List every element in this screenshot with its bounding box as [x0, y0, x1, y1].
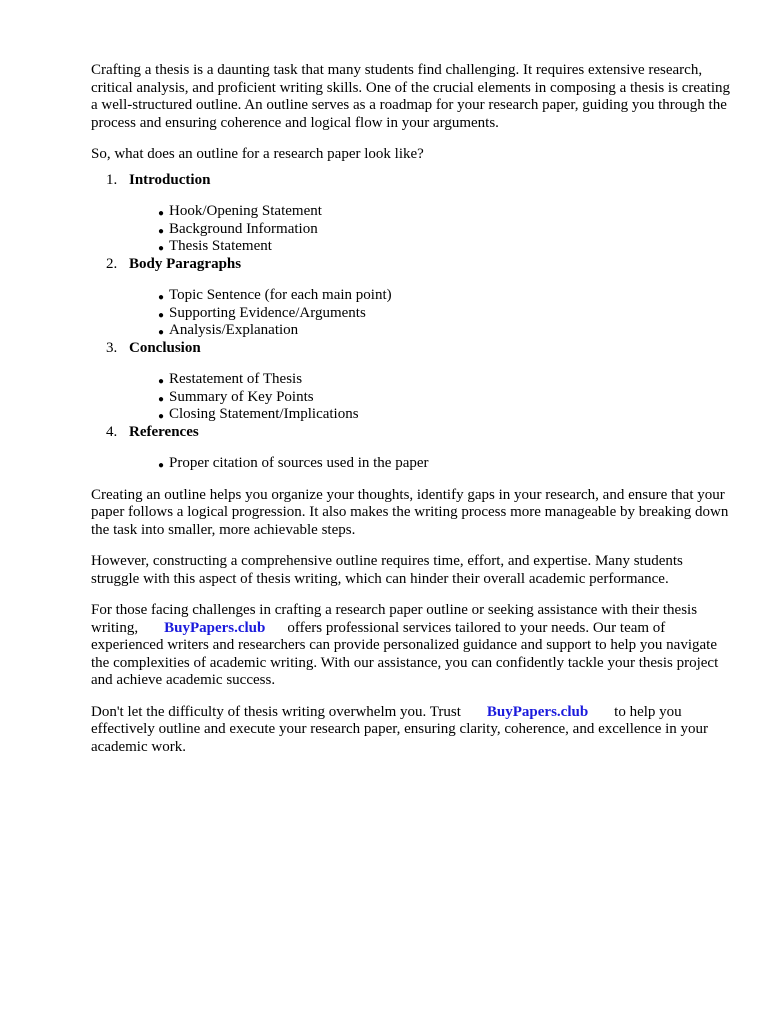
section-number: 3.	[106, 339, 118, 356]
bullet-icon: ●	[158, 243, 165, 254]
offer-paragraph: For those facing challenges in crafting a research paper outline or seeking assistance with their thesis writing, BuyPapers.club offers professional services tailored to your needs. Our team of experienced writers and researchers can provide personalized guidance and support to help you navigate the complexities of academic writing. With our assistance, you can confidently tackle your thesis project and achieve academic success.	[91, 602, 719, 688]
section-number: 1.	[106, 171, 118, 188]
outline-section-references	[91, 424, 731, 473]
document-body	[91, 62, 731, 770]
section-title: References	[129, 423, 199, 440]
intro-paragraph: Crafting a thesis is a daunting task that many students find challenging. It requires extensive research, critical analysis, and proficient writing skills. One of the crucial elements in composing a thesis is creating a well-structured outline. An outline serves as a roadmap for your research paper, guiding you through the process and ensuring coherence and logical flow in your arguments.	[91, 62, 730, 131]
list-item: ● Restatement of Thesis	[169, 371, 731, 389]
buypapers-link[interactable]: BuyPapers.club	[486, 703, 589, 720]
bullet-icon: ●	[158, 225, 165, 237]
bullet-icon: ●	[158, 208, 165, 219]
bullet-icon: ●	[158, 292, 165, 303]
list-item: ● Analysis/Explanation	[169, 322, 731, 340]
question-paragraph: So, what does an outline for a research paper look like?	[91, 146, 424, 162]
bullet-icon: ●	[158, 460, 165, 471]
bullet-icon: ●	[158, 309, 165, 321]
section-title: Conclusion	[129, 339, 201, 356]
bullet-icon: ●	[158, 411, 165, 422]
bullet-icon: ●	[158, 376, 165, 387]
section-title: Introduction	[129, 171, 211, 188]
list-item: ● Proper citation of sources used in the paper	[169, 455, 731, 473]
outline-section-introduction	[91, 172, 731, 256]
section-number: 2.	[106, 255, 118, 272]
list-item: ● Closing Statement/Implications	[169, 406, 731, 424]
section-points	[129, 371, 731, 424]
trust-paragraph: Don't let the difficulty of thesis writing overwhelm you. Trust BuyPapers.club to help you effectively outline and execute your research paper, ensuring clarity, coherence, and excellence in your academic work.	[91, 703, 709, 755]
bullet-icon: ●	[158, 393, 165, 405]
list-item: ● Topic Sentence (for each main point)	[169, 287, 731, 305]
however-paragraph: However, constructing a comprehensive outline requires time, effort, and expertise. Many students struggle with this aspect of thesis writing, which can hinder their overall academic performance.	[91, 553, 683, 587]
outline-list	[91, 172, 731, 473]
list-item: ● Summary of Key Points	[169, 389, 731, 407]
section-points	[129, 287, 731, 340]
list-item: ● Thesis Statement	[169, 238, 731, 256]
list-item: ● Background Information	[169, 221, 731, 239]
buypapers-link[interactable]: BuyPapers.club	[164, 619, 266, 636]
bullet-icon: ●	[158, 327, 165, 338]
section-points	[129, 203, 731, 256]
organize-paragraph: Creating an outline helps you organize your thoughts, identify gaps in your research, and ensure that your paper follows a logical progression. It also makes the writing process more manageable by breaking down the task into smaller, more achievable steps.	[91, 486, 729, 538]
list-item: ● Supporting Evidence/Arguments	[169, 305, 731, 323]
outline-section-conclusion	[91, 340, 731, 424]
section-points	[129, 455, 731, 473]
outline-section-body-paragraphs	[91, 256, 731, 340]
list-item: ● Hook/Opening Statement	[169, 203, 731, 221]
section-title: Body Paragraphs	[129, 255, 242, 272]
section-number: 4.	[106, 423, 118, 440]
